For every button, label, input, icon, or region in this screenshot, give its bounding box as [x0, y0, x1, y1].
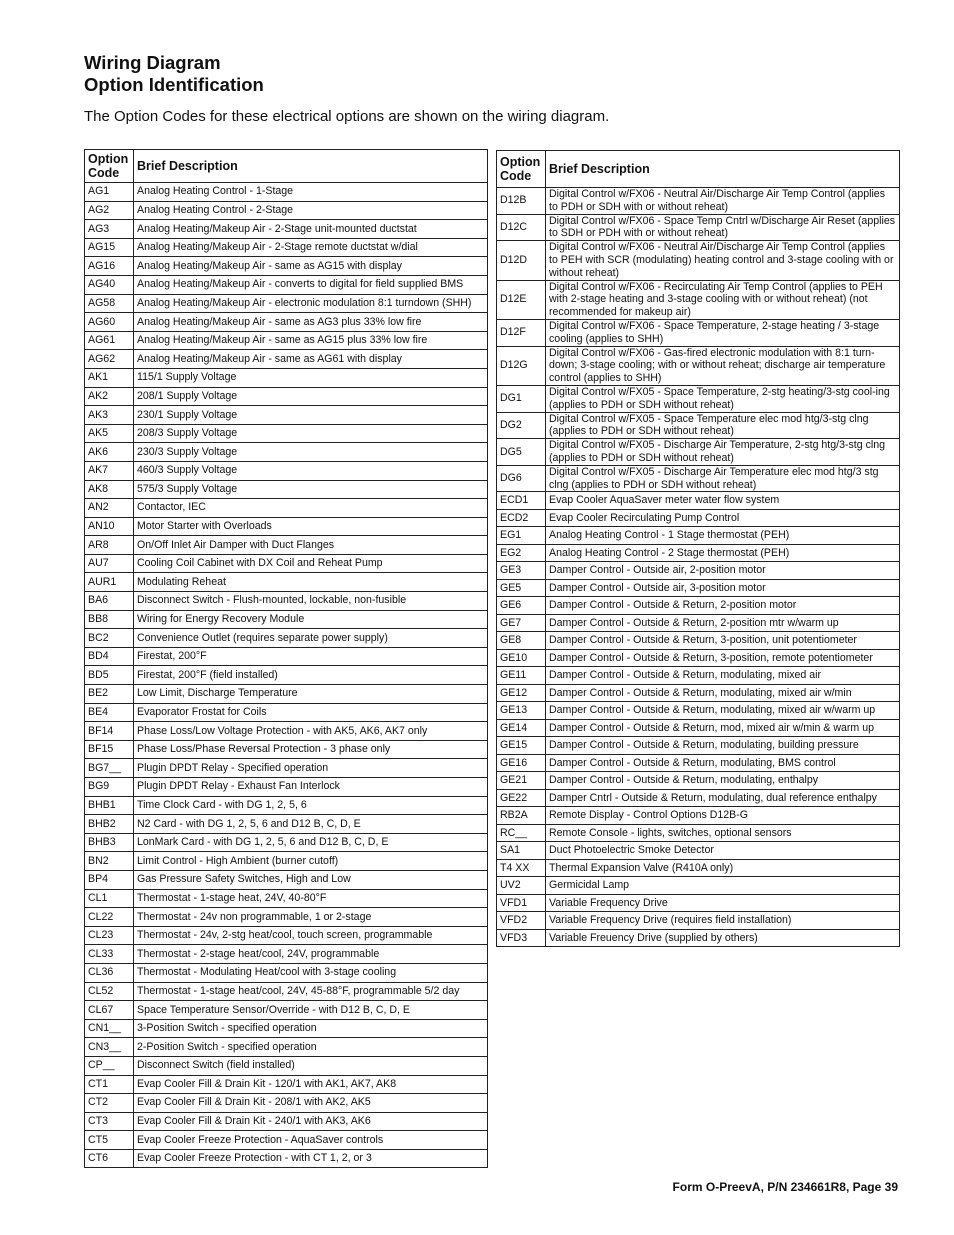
option-code: GE15 [497, 737, 546, 755]
option-code: BA6 [85, 592, 134, 611]
option-description: Thermostat - 1-stage heat/cool, 24V, 45-88°F, programmable 5/2 day [134, 982, 488, 1001]
option-code: AK7 [85, 461, 134, 480]
table-row [85, 201, 488, 220]
option-description: Analog Heating/Makeup Air - same as AG15 with display [134, 257, 488, 276]
table-row [85, 1131, 488, 1150]
option-description: Phase Loss/Phase Reversal Protection - 3 phase only [134, 740, 488, 759]
table-row [85, 722, 488, 741]
table-row [85, 1038, 488, 1057]
option-description: LonMark Card - with DG 1, 2, 5, 6 and D12 B, C, D, E [134, 833, 488, 852]
option-description: Low Limit, Discharge Temperature [134, 685, 488, 704]
table-row [85, 647, 488, 666]
option-description: Digital Control w/FX06 - Space Temp Cntrl w/Discharge Air Reset (applies to SDH or PDH with or without reheat) [546, 214, 900, 241]
option-code: CT1 [85, 1075, 134, 1094]
option-description: Evap Cooler Freeze Protection - with CT 1, 2, or 3 [134, 1149, 488, 1168]
option-table-left [84, 149, 488, 1168]
option-description: 115/1 Supply Voltage [134, 368, 488, 387]
option-description: Damper Control - Outside air, 2-position motor [546, 562, 900, 580]
option-code: D12E [497, 280, 546, 319]
option-code: GE13 [497, 702, 546, 720]
table-header-row [85, 150, 488, 183]
option-code: GE3 [497, 562, 546, 580]
option-code: AK1 [85, 368, 134, 387]
option-description: Analog Heating Control - 2-Stage [134, 201, 488, 220]
option-code: AG1 [85, 183, 134, 202]
option-description: Analog Heating/Makeup Air - converts to digital for field supplied BMS [134, 275, 488, 294]
option-code: RB2A [497, 807, 546, 825]
table-row [497, 544, 900, 562]
option-description: Phase Loss/Low Voltage Protection - with AK5, AK6, AK7 only [134, 722, 488, 741]
table-row [85, 238, 488, 257]
option-description: 230/3 Supply Voltage [134, 443, 488, 462]
table-row [85, 703, 488, 722]
option-description: Analog Heating/Makeup Air - 2-Stage remote ductstat w/dial [134, 238, 488, 257]
table-row [85, 833, 488, 852]
option-description: Analog Heating Control - 1 Stage thermostat (PEH) [546, 527, 900, 545]
option-code: AK2 [85, 387, 134, 406]
option-code: AK5 [85, 424, 134, 443]
option-code: T4 XX [497, 859, 546, 877]
option-code: ECD2 [497, 509, 546, 527]
table-row [85, 1112, 488, 1131]
table-row [85, 759, 488, 778]
option-code: BG7__ [85, 759, 134, 778]
option-description: Damper Control - Outside & Return, modulating, mixed air [546, 667, 900, 685]
option-description: Thermostat - 24v non programmable, 1 or 2-stage [134, 908, 488, 927]
option-code: EG1 [497, 527, 546, 545]
page-footer: Form O-PreevA, P/N 234661R8, Page 39 [672, 1180, 898, 1194]
option-description: Damper Control - Outside & Return, modulating, building pressure [546, 737, 900, 755]
table-row [497, 929, 900, 947]
option-description: Disconnect Switch (field installed) [134, 1056, 488, 1075]
option-description: Evap Cooler Recirculating Pump Control [546, 509, 900, 527]
title-line-2: Option Identification [84, 74, 264, 95]
table-row [85, 331, 488, 350]
table-row [85, 257, 488, 276]
table-row [497, 319, 900, 346]
table-row [85, 982, 488, 1001]
option-description: Contactor, IEC [134, 499, 488, 518]
option-description: Damper Control - Outside & Return, modulating, mixed air w/min [546, 684, 900, 702]
table-row [497, 702, 900, 720]
option-description: 230/1 Supply Voltage [134, 406, 488, 425]
table-row [85, 852, 488, 871]
option-code: BF15 [85, 740, 134, 759]
option-code: CL33 [85, 945, 134, 964]
option-code: GE16 [497, 754, 546, 772]
table-row [85, 815, 488, 834]
option-description: Damper Control - Outside & Return, modulating, mixed air w/warm up [546, 702, 900, 720]
option-description: Damper Control - Outside & Return, 3-position, unit potentiometer [546, 632, 900, 650]
option-description: Digital Control w/FX06 - Gas-fired electronic modulation with 8:1 turn-down; 3-stage cooling; with or without reheat; discharge air temperature control (applies to SHH) [546, 346, 900, 385]
table-row [497, 509, 900, 527]
option-description: Digital Control w/FX06 - Recirculating Air Temp Control (applies to PEH with 2-stage heating and 3-stage cooling with or without reheat) (not recommended for makeup air) [546, 280, 900, 319]
table-row [85, 554, 488, 573]
option-code: UV2 [497, 877, 546, 895]
table-row [85, 963, 488, 982]
option-description: Plugin DPDT Relay - Specified operation [134, 759, 488, 778]
option-description: Thermal Expansion Valve (R410A only) [546, 859, 900, 877]
table-row [85, 1149, 488, 1168]
table-row [497, 614, 900, 632]
option-code: AG3 [85, 220, 134, 239]
table-row [497, 439, 900, 466]
option-code: CT2 [85, 1094, 134, 1113]
table-row [497, 188, 900, 215]
option-code: BG9 [85, 778, 134, 797]
table-row [85, 443, 488, 462]
option-description: Digital Control w/FX06 - Neutral Air/Discharge Air Temp Control (applies to PDH or SDH with or without reheat) [546, 188, 900, 215]
table-row [497, 649, 900, 667]
table-row [85, 350, 488, 369]
option-description: On/Off Inlet Air Damper with Duct Flanges [134, 536, 488, 555]
table-row [497, 842, 900, 860]
option-code: RC__ [497, 824, 546, 842]
option-description: Damper Control - Outside & Return, mod, mixed air w/min & warm up [546, 719, 900, 737]
option-code: CT6 [85, 1149, 134, 1168]
table-row [497, 719, 900, 737]
option-code: VFD1 [497, 894, 546, 912]
table-row [497, 859, 900, 877]
option-description: Evap Cooler Fill & Drain Kit - 240/1 with AK3, AK6 [134, 1112, 488, 1131]
table-header-row [497, 151, 900, 188]
table-row [85, 294, 488, 313]
table-row [85, 424, 488, 443]
option-code: BHB1 [85, 796, 134, 815]
option-description: Analog Heating/Makeup Air - same as AG15 plus 33% low fire [134, 331, 488, 350]
option-description: Duct Photoelectric Smoke Detector [546, 842, 900, 860]
table-row [497, 241, 900, 280]
option-description: N2 Card - with DG 1, 2, 5, 6 and D12 B, C, D, E [134, 815, 488, 834]
option-description: Variable Freuency Drive (supplied by others) [546, 929, 900, 947]
option-code: D12D [497, 241, 546, 280]
option-description: Damper Control - Outside air, 3-position motor [546, 579, 900, 597]
option-code: AR8 [85, 536, 134, 555]
option-code: D12B [497, 188, 546, 215]
option-description: Time Clock Card - with DG 1, 2, 5, 6 [134, 796, 488, 815]
option-code: DG1 [497, 385, 546, 412]
option-code: AK6 [85, 443, 134, 462]
table-row [85, 1056, 488, 1075]
table-row [85, 908, 488, 927]
table-row [85, 666, 488, 685]
table-row [497, 684, 900, 702]
option-code: BE4 [85, 703, 134, 722]
option-code: CN3__ [85, 1038, 134, 1057]
option-description: Evaporator Frostat for Coils [134, 703, 488, 722]
option-code: AG15 [85, 238, 134, 257]
option-code: CL36 [85, 963, 134, 982]
table-row [497, 214, 900, 241]
table-row [497, 912, 900, 930]
table-row [497, 824, 900, 842]
option-code: VFD2 [497, 912, 546, 930]
table-row [85, 573, 488, 592]
option-description: Digital Control w/FX05 - Space Temperature elec mod htg/3-stg clng (applies to PDH or SDH without reheat) [546, 412, 900, 439]
option-description: Damper Control - Outside & Return, modulating, enthalpy [546, 772, 900, 790]
option-code: BD4 [85, 647, 134, 666]
option-code: D12F [497, 319, 546, 346]
option-description: Digital Control w/FX06 - Space Temperature, 2-stage heating / 3-stage cooling (applies to SHH) [546, 319, 900, 346]
option-code: BHB2 [85, 815, 134, 834]
table-row [85, 889, 488, 908]
option-description: Germicidal Lamp [546, 877, 900, 895]
table-row [497, 772, 900, 790]
option-code: VFD3 [497, 929, 546, 947]
option-code: D12C [497, 214, 546, 241]
option-description: Wiring for Energy Recovery Module [134, 610, 488, 629]
option-code: AG60 [85, 313, 134, 332]
table-row [497, 280, 900, 319]
table-row [85, 536, 488, 555]
option-code: ECD1 [497, 492, 546, 510]
option-code: AG2 [85, 201, 134, 220]
option-description: Damper Control - Outside & Return, 2-position mtr w/warm up [546, 614, 900, 632]
option-code: BD5 [85, 666, 134, 685]
option-description: Thermostat - 2-stage heat/cool, 24V, programmable [134, 945, 488, 964]
option-description: Firestat, 200°F [134, 647, 488, 666]
table-row [85, 926, 488, 945]
option-description: Digital Control w/FX05 - Discharge Air Temperature elec mod htg/3 stg clng (applies to PDH or SDH without reheat) [546, 465, 900, 492]
option-description: Space Temperature Sensor/Override - with D12 B, C, D, E [134, 1001, 488, 1020]
option-description: Damper Cntrl - Outside & Return, modulating, dual reference enthalpy [546, 789, 900, 807]
option-code: SA1 [497, 842, 546, 860]
option-code: BHB3 [85, 833, 134, 852]
option-code: AG62 [85, 350, 134, 369]
table-row [497, 562, 900, 580]
title-line-1: Wiring Diagram [84, 52, 221, 73]
option-code-header: Option Code [85, 150, 134, 183]
table-row [85, 387, 488, 406]
table-row [497, 465, 900, 492]
page-title [84, 52, 264, 96]
table-row [497, 527, 900, 545]
option-description: Damper Control - Outside & Return, modulating, BMS control [546, 754, 900, 772]
table-row [497, 579, 900, 597]
option-code: AUR1 [85, 573, 134, 592]
table-row [85, 517, 488, 536]
table-row [497, 412, 900, 439]
table-row [85, 592, 488, 611]
option-description: 208/1 Supply Voltage [134, 387, 488, 406]
option-description: Limit Control - High Ambient (burner cutoff) [134, 852, 488, 871]
option-code: AG40 [85, 275, 134, 294]
option-description: Gas Pressure Safety Switches, High and Low [134, 870, 488, 889]
option-code: BF14 [85, 722, 134, 741]
option-code: CT5 [85, 1131, 134, 1150]
option-code: CN1__ [85, 1019, 134, 1038]
option-code: AG61 [85, 331, 134, 350]
option-code: AG16 [85, 257, 134, 276]
option-description: Thermostat - 24v, 2-stg heat/cool, touch screen, programmable [134, 926, 488, 945]
option-description: Analog Heating/Makeup Air - same as AG3 plus 33% low fire [134, 313, 488, 332]
option-description: 575/3 Supply Voltage [134, 480, 488, 499]
option-code: AK3 [85, 406, 134, 425]
option-code: GE11 [497, 667, 546, 685]
option-description: Analog Heating Control - 1-Stage [134, 183, 488, 202]
table-row [85, 796, 488, 815]
option-code: BN2 [85, 852, 134, 871]
option-code: D12G [497, 346, 546, 385]
option-code: DG6 [497, 465, 546, 492]
option-description: Evap Cooler Fill & Drain Kit - 120/1 with AK1, AK7, AK8 [134, 1075, 488, 1094]
table-row [85, 1001, 488, 1020]
table-row [85, 740, 488, 759]
option-description: 208/3 Supply Voltage [134, 424, 488, 443]
option-description: Analog Heating/Makeup Air - 2-Stage unit-mounted ductstat [134, 220, 488, 239]
option-code: CL22 [85, 908, 134, 927]
option-code: GE22 [497, 789, 546, 807]
table-row [85, 610, 488, 629]
table-row [497, 597, 900, 615]
option-code: GE10 [497, 649, 546, 667]
option-description: Analog Heating/Makeup Air - same as AG61 with display [134, 350, 488, 369]
option-code: DG2 [497, 412, 546, 439]
table-row [85, 1094, 488, 1113]
option-code: CT3 [85, 1112, 134, 1131]
table-row [85, 480, 488, 499]
option-description: Cooling Coil Cabinet with DX Coil and Reheat Pump [134, 554, 488, 573]
table-row [85, 368, 488, 387]
option-code: AG58 [85, 294, 134, 313]
option-description: Damper Control - Outside & Return, 2-position motor [546, 597, 900, 615]
option-code: GE8 [497, 632, 546, 650]
option-description: Digital Control w/FX05 - Discharge Air Temperature, 2-stg htg/3-stg clng (applies to PDH or SDH without reheat) [546, 439, 900, 466]
option-table-left-body [85, 183, 488, 1168]
option-description: Motor Starter with Overloads [134, 517, 488, 536]
table-row [497, 385, 900, 412]
table-row [85, 406, 488, 425]
option-code: GE5 [497, 579, 546, 597]
option-description: Disconnect Switch - Flush-mounted, lockable, non-fusible [134, 592, 488, 611]
table-row [497, 789, 900, 807]
table-row [497, 346, 900, 385]
table-row [85, 461, 488, 480]
option-code: GE21 [497, 772, 546, 790]
option-description: Remote Display - Control Options D12B-G [546, 807, 900, 825]
option-description: 2-Position Switch - specified operation [134, 1038, 488, 1057]
option-code: CL1 [85, 889, 134, 908]
table-row [497, 632, 900, 650]
option-description: Analog Heating/Makeup Air - electronic modulation 8:1 turndown (SHH) [134, 294, 488, 313]
option-description: Firestat, 200°F (field installed) [134, 666, 488, 685]
description-header: Brief Description [546, 151, 900, 188]
option-code: AU7 [85, 554, 134, 573]
option-code: GE14 [497, 719, 546, 737]
option-description: Damper Control - Outside & Return, 3-position, remote potentiometer [546, 649, 900, 667]
option-description: Modulating Reheat [134, 573, 488, 592]
table-row [497, 667, 900, 685]
table-row [497, 877, 900, 895]
table-row [85, 685, 488, 704]
option-description: Evap Cooler Freeze Protection - AquaSaver controls [134, 1131, 488, 1150]
table-row [85, 629, 488, 648]
option-description: 460/3 Supply Voltage [134, 461, 488, 480]
option-code: CL67 [85, 1001, 134, 1020]
option-code-header: Option Code [497, 151, 546, 188]
option-description: Remote Console - lights, switches, optional sensors [546, 824, 900, 842]
option-code: BC2 [85, 629, 134, 648]
table-row [85, 1075, 488, 1094]
option-description: Digital Control w/FX06 - Neutral Air/Discharge Air Temp Control (applies to PEH with SCR (modulating) heating control and 3-stage cooling with or without reheat) [546, 241, 900, 280]
option-code: BB8 [85, 610, 134, 629]
option-code: BE2 [85, 685, 134, 704]
table-row [85, 1019, 488, 1038]
option-code: AN2 [85, 499, 134, 518]
option-description: 3-Position Switch - specified operation [134, 1019, 488, 1038]
option-description: Plugin DPDT Relay - Exhaust Fan Interlock [134, 778, 488, 797]
option-code: CL23 [85, 926, 134, 945]
option-code: GE7 [497, 614, 546, 632]
option-code: AN10 [85, 517, 134, 536]
option-table-right-body [497, 188, 900, 947]
option-description: Evap Cooler AquaSaver meter water flow system [546, 492, 900, 510]
option-description: Variable Frequency Drive [546, 894, 900, 912]
table-row [497, 492, 900, 510]
option-description: Digital Control w/FX05 - Space Temperature, 2-stg heating/3-stg cool-ing (applies to PDH or SDH without reheat) [546, 385, 900, 412]
table-row [85, 275, 488, 294]
option-code: GE12 [497, 684, 546, 702]
option-description: Convenience Outlet (requires separate power supply) [134, 629, 488, 648]
table-row [497, 754, 900, 772]
table-row [85, 778, 488, 797]
option-code: DG5 [497, 439, 546, 466]
table-row [85, 313, 488, 332]
table-row [85, 499, 488, 518]
table-row [497, 807, 900, 825]
table-row [497, 737, 900, 755]
option-description: Thermostat - 1-stage heat, 24V, 40-80°F [134, 889, 488, 908]
table-row [497, 894, 900, 912]
option-code: EG2 [497, 544, 546, 562]
option-code: CL52 [85, 982, 134, 1001]
option-table-right [496, 150, 900, 947]
option-code: GE6 [497, 597, 546, 615]
table-row [85, 945, 488, 964]
option-description: Variable Frequency Drive (requires field installation) [546, 912, 900, 930]
option-code: AK8 [85, 480, 134, 499]
option-code: BP4 [85, 870, 134, 889]
intro-text: The Option Codes for these electrical options are shown on the wiring diagram. [84, 108, 610, 125]
option-code: CP__ [85, 1056, 134, 1075]
option-description: Analog Heating Control - 2 Stage thermostat (PEH) [546, 544, 900, 562]
table-row [85, 183, 488, 202]
option-description: Evap Cooler Fill & Drain Kit - 208/1 with AK2, AK5 [134, 1094, 488, 1113]
table-row [85, 220, 488, 239]
description-header: Brief Description [134, 150, 488, 183]
option-description: Thermostat - Modulating Heat/cool with 3-stage cooling [134, 963, 488, 982]
table-row [85, 870, 488, 889]
